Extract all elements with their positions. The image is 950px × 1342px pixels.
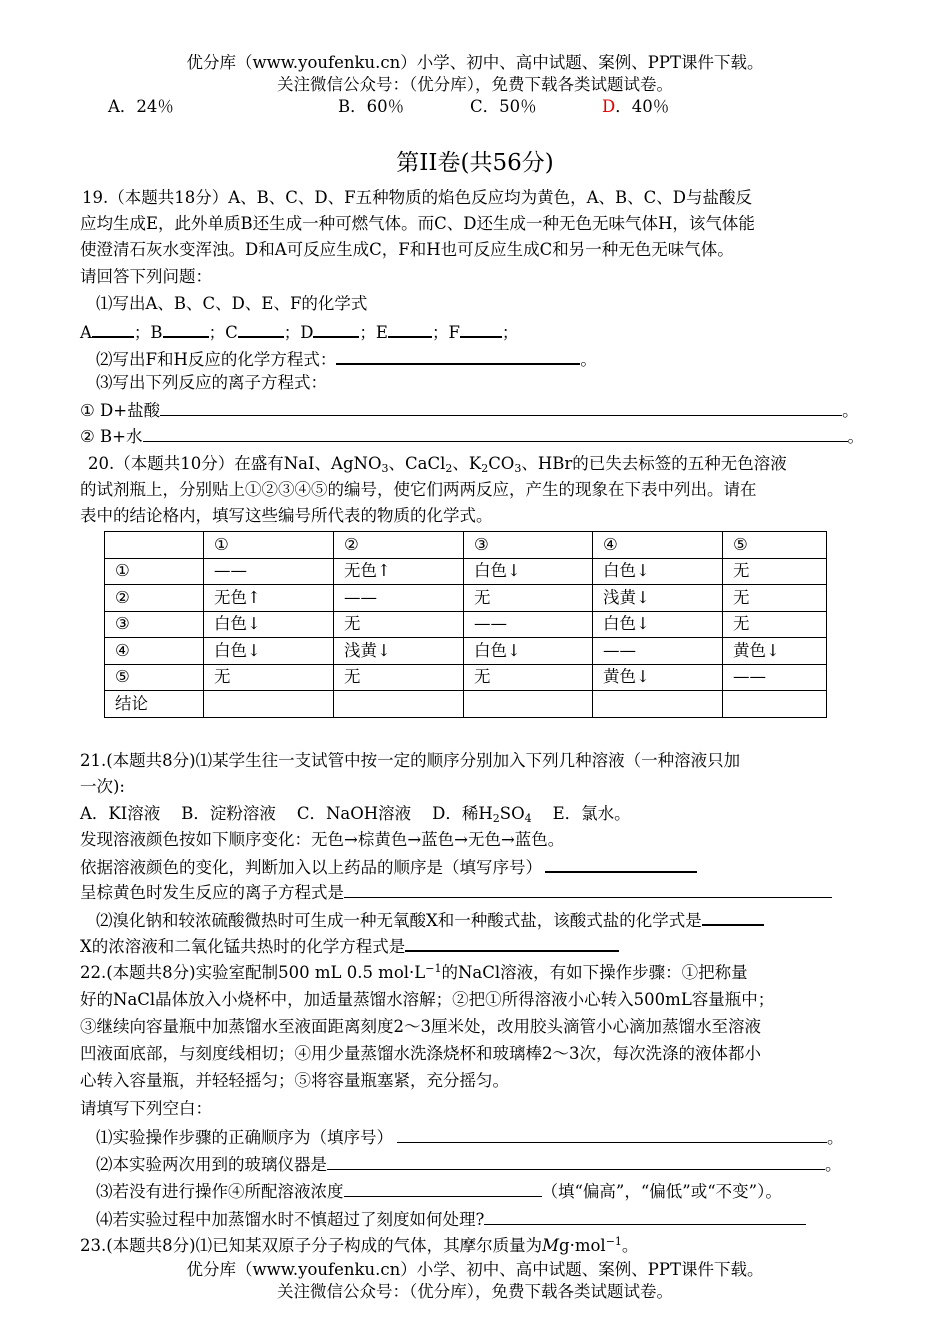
table-header-cell bbox=[105, 532, 204, 559]
table-cell: —— bbox=[593, 638, 723, 665]
blank-label-e: ；E bbox=[359, 323, 388, 342]
q19-part-1: ⑴写出A、B、C、D、E、F的化学式 bbox=[96, 294, 368, 313]
conclusion-answer-cell[interactable] bbox=[593, 691, 723, 718]
table-cell: 无色↑ bbox=[334, 558, 464, 585]
q19-reaction-1 bbox=[80, 399, 859, 422]
answer-blank-overfill[interactable] bbox=[484, 1208, 806, 1225]
table-cell: 白色↓ bbox=[593, 611, 723, 638]
answer-blank-e[interactable] bbox=[388, 320, 432, 338]
table-header-row bbox=[105, 532, 827, 559]
answer-blank-reaction-2[interactable] bbox=[143, 425, 848, 442]
q22-sub-4 bbox=[96, 1208, 806, 1231]
q19-line-1: 19.（本题共18分）A、B、C、D、F五种物质的焰色反应均为黄色，A、B、C、D与盐酸反 bbox=[82, 188, 752, 207]
table-cell: 白色↓ bbox=[593, 558, 723, 585]
q22-line-1 bbox=[80, 962, 748, 984]
footer-line-1: 优分库（www.youfenku.cn）小学、初中、高中试题、案例、PPT课件下载。 bbox=[186, 1260, 764, 1279]
table-header-cell: ③ bbox=[464, 532, 593, 559]
conclusion-answer-cell[interactable] bbox=[723, 691, 827, 718]
q23-l1-b: g·mol bbox=[559, 1236, 606, 1255]
q21-options bbox=[80, 803, 631, 825]
q22-sub-2-end: 。 bbox=[825, 1155, 842, 1174]
q22-sub-3 bbox=[96, 1180, 782, 1203]
q19-part-2-end: 。 bbox=[580, 350, 597, 369]
q18-option-c: C．50％ bbox=[470, 97, 537, 116]
q18-option-d-letter: D bbox=[602, 97, 616, 116]
q19-reaction-2 bbox=[80, 425, 864, 448]
q21-line-5-text: 依据溶液颜色的变化，判断加入以上药品的顺序是（填写序号） bbox=[80, 858, 542, 877]
table-row bbox=[105, 585, 827, 612]
q22-sub-3-text: ⑶若没有进行操作④所配溶液浓度 bbox=[96, 1182, 344, 1201]
table-cell: —— bbox=[204, 558, 334, 585]
answer-blank-d[interactable] bbox=[313, 320, 359, 338]
table-cell: 白色↓ bbox=[204, 611, 334, 638]
table-cell: 无 bbox=[204, 664, 334, 691]
answer-blank-order[interactable] bbox=[545, 855, 697, 873]
q20-line-2: 的试剂瓶上，分别贴上①②③④⑤的编号，使它们两两反应，产生的现象在下表中列出。请在 bbox=[80, 480, 757, 499]
q19-reaction-1-text: ① D+盐酸 bbox=[80, 401, 161, 420]
q21-opts-sub-2: 4 bbox=[524, 812, 532, 825]
q20-l1-sub-4: 3 bbox=[514, 462, 522, 475]
q20-l1-sub-3: 2 bbox=[481, 462, 489, 475]
table-cell: 浅黄↓ bbox=[334, 638, 464, 665]
q22-line-5: 心转入容量瓶，并轻轻摇匀；⑤将容量瓶塞紧，充分摇匀。 bbox=[80, 1071, 509, 1090]
table-row bbox=[105, 638, 827, 665]
q22-l1-b: 的NaCl溶液，有如下操作步骤：①把称量 bbox=[441, 963, 748, 982]
table-header-cell: ② bbox=[334, 532, 464, 559]
table-cell: ① bbox=[105, 558, 204, 585]
q22-line-4: 凹液面底部，与刻度线相切；④用少量蒸馏水洗涤烧杯和玻璃棒2～3次，每次洗涤的液体都小 bbox=[80, 1044, 761, 1063]
q22-sub-4-text: ⑷若实验过程中加蒸馏水时不慎超过了刻度如何处理? bbox=[96, 1210, 485, 1229]
q22-sub-1 bbox=[96, 1126, 844, 1149]
table-row bbox=[105, 664, 827, 691]
answer-blank-c[interactable] bbox=[238, 320, 284, 338]
table-cell: ④ bbox=[105, 638, 204, 665]
q20-l1-e: 、K bbox=[452, 454, 482, 473]
answer-blank-ionic-equation[interactable] bbox=[344, 881, 832, 898]
table-cell: 结论 bbox=[105, 691, 204, 718]
q23-l1-a: 23.(本题共8分)⑴已知某双原子分子构成的气体，其摩尔质量为 bbox=[80, 1236, 543, 1255]
q19-reaction-2-text: ② B+水 bbox=[80, 427, 143, 446]
q20-l1-g: CO bbox=[488, 454, 515, 473]
table-cell: —— bbox=[723, 664, 827, 691]
q19-line-3: 使澄清石灰水变浑浊。D和A可反应生成C，F和H也可反应生成C和另一种无色无味气体。 bbox=[80, 240, 734, 259]
answer-blank-acid-salt[interactable] bbox=[702, 908, 764, 926]
q21-line-4: 发现溶液颜色按如下顺序变化：无色→棕黄色→蓝色→无色→蓝色。 bbox=[80, 830, 565, 849]
q20-l1-sub-2: 2 bbox=[445, 462, 453, 475]
table-cell: 无 bbox=[334, 664, 464, 691]
blank-label-f: ；F bbox=[431, 323, 460, 342]
q21-line-6-text: 呈棕黄色时发生反应的离子方程式是 bbox=[80, 883, 344, 902]
answer-blank-f[interactable] bbox=[460, 320, 502, 338]
answer-blank-concentration[interactable] bbox=[344, 1180, 542, 1197]
table-cell: 白色↓ bbox=[204, 638, 334, 665]
blank-label-d: ；D bbox=[283, 323, 314, 342]
reaction-table bbox=[104, 531, 827, 718]
answer-blank-a[interactable] bbox=[92, 320, 134, 338]
q20-l1-sub-1: 3 bbox=[381, 462, 389, 475]
q19-line-4: 请回答下列问题： bbox=[80, 267, 212, 286]
conclusion-answer-cell[interactable] bbox=[464, 691, 593, 718]
table-cell: 无 bbox=[334, 611, 464, 638]
q21-line-5 bbox=[80, 855, 697, 879]
table-header-cell: ⑤ bbox=[723, 532, 827, 559]
header-line-1: 优分库（www.youfenku.cn）小学、初中、高中试题、案例、PPT课件下载。 bbox=[186, 53, 764, 72]
q22-sub-3-hint: （填“偏高”，“偏低”或“不变”）。 bbox=[541, 1182, 782, 1201]
q21-line-2: 一次): bbox=[80, 777, 125, 796]
footer-line-2: 关注微信公众号：（优分库），免费下载各类试题试卷。 bbox=[277, 1282, 673, 1301]
q18-option-d bbox=[602, 96, 669, 118]
q20-line-1 bbox=[88, 453, 787, 475]
q22-line-2: 好的NaCl晶体放入小烧杯中，加适量蒸馏水溶解；②把①所得溶液小心转入500mL容量瓶中； bbox=[80, 990, 775, 1009]
answer-blank-b[interactable] bbox=[163, 320, 209, 338]
q19-part-2-text: ⑵写出F和H反应的化学方程式： bbox=[96, 350, 337, 369]
q21-line-6 bbox=[80, 881, 832, 904]
q19-part-3: ⑶写出下列反应的离子方程式： bbox=[96, 373, 327, 392]
q21-line-7 bbox=[96, 908, 764, 932]
q20-l1-a: 20.（本题共10分）在盛有NaI、AgNO bbox=[88, 454, 382, 473]
q20-l1-c: 、CaCl bbox=[388, 454, 446, 473]
q20-line-3: 表中的结论格内，填写这些编号所代表的物质的化学式。 bbox=[80, 506, 493, 525]
table-cell: —— bbox=[464, 611, 593, 638]
table-cell: —— bbox=[334, 585, 464, 612]
table-conclusion-row bbox=[105, 691, 827, 718]
q21-line-8-text: X的浓溶液和二氧化锰共热时的化学方程式是 bbox=[80, 937, 406, 956]
table-header-cell: ① bbox=[204, 532, 334, 559]
q19-formula-blanks bbox=[80, 320, 518, 344]
table-header-cell: ④ bbox=[593, 532, 723, 559]
answer-blank-step-order[interactable] bbox=[397, 1126, 827, 1143]
blank-label-b: ；B bbox=[133, 323, 163, 342]
q21-line-1: 21.(本题共8分)⑴某学生往一支试管中按一定的顺序分别加入下列几种溶液（一种溶液只加 bbox=[80, 751, 741, 770]
q21-opts-sub-1: 2 bbox=[492, 812, 500, 825]
table-cell: 无 bbox=[723, 611, 827, 638]
q18-option-d-value: ．40％ bbox=[615, 97, 670, 116]
q23-l1-m: M bbox=[542, 1236, 560, 1255]
blank-label-a: A bbox=[80, 323, 92, 342]
q21-opts-a: A．KI溶液 B．淀粉溶液 C．NaOH溶液 D．稀H bbox=[80, 804, 493, 823]
q19-reaction-1-end: 。 bbox=[842, 401, 859, 420]
q18-option-a: A．24％ bbox=[108, 97, 174, 116]
answer-blank-reaction-1[interactable] bbox=[160, 399, 842, 416]
q22-line-6: 请填写下列空白： bbox=[80, 1099, 212, 1118]
q23-line-1 bbox=[80, 1235, 638, 1257]
conclusion-answer-cell[interactable] bbox=[334, 691, 464, 718]
table-cell: 黄色↓ bbox=[593, 664, 723, 691]
q23-l1-sup: −1 bbox=[605, 1235, 622, 1248]
q22-sub-2-text: ⑵本实验两次用到的玻璃仪器是 bbox=[96, 1155, 327, 1174]
q23-l1-c: 。 bbox=[621, 1236, 639, 1255]
q22-line-3: ③继续向容量瓶中加蒸馏水至液面距离刻度2～3厘米处，改用胶头滴管小心滴加蒸馏水至溶液 bbox=[80, 1017, 761, 1036]
q21-opts-c: E．氯水。 bbox=[531, 804, 631, 823]
q22-sub-2 bbox=[96, 1153, 842, 1176]
blank-label-c: ；C bbox=[208, 323, 238, 342]
table-cell: ③ bbox=[105, 611, 204, 638]
table-cell: 无 bbox=[723, 558, 827, 585]
answer-blank-glassware[interactable] bbox=[327, 1153, 825, 1170]
q21-opts-b: SO bbox=[499, 804, 525, 823]
table-cell: ② bbox=[105, 585, 204, 612]
q19-part-2 bbox=[96, 347, 597, 371]
table-cell: 无 bbox=[464, 585, 593, 612]
conclusion-answer-cell[interactable] bbox=[204, 691, 334, 718]
blank-label-end: ； bbox=[501, 323, 519, 342]
q21-line-7-text: ⑵溴化钠和较浓硫酸微热时可生成一种无氧酸X和一种酸式盐，该酸式盐的化学式是 bbox=[96, 911, 702, 930]
q19-line-2: 应均生成E，此外单质B还生成一种可燃气体。而C、D还生成一种无色无味气体H，该气体能 bbox=[80, 214, 755, 233]
answer-blank-mno2-equation[interactable] bbox=[405, 934, 619, 952]
q22-sub-1-end: 。 bbox=[827, 1128, 844, 1147]
table-cell: 无 bbox=[464, 664, 593, 691]
table-cell: 无色↑ bbox=[204, 585, 334, 612]
header-line-2: 关注微信公众号：（优分库），免费下载各类试题试卷。 bbox=[277, 75, 673, 94]
table-cell: 白色↓ bbox=[464, 558, 593, 585]
answer-blank-f-h-equation[interactable] bbox=[336, 347, 580, 365]
table-cell: 白色↓ bbox=[464, 638, 593, 665]
table-cell: ⑤ bbox=[105, 664, 204, 691]
q22-l1-sup: −1 bbox=[425, 962, 442, 975]
q20-l1-i: 、HBr的已失去标签的五种无色溶液 bbox=[521, 454, 787, 473]
table-row bbox=[105, 611, 827, 638]
table-cell: 无 bbox=[723, 585, 827, 612]
q22-sub-1-text: ⑴实验操作步骤的正确顺序为（填序号） bbox=[96, 1128, 393, 1147]
q18-option-b: B．60％ bbox=[338, 97, 405, 116]
q21-line-8 bbox=[80, 934, 619, 958]
q22-l1-a: 22.(本题共8分)实验室配制500 mL 0.5 mol·L bbox=[80, 963, 426, 982]
table-row bbox=[105, 558, 827, 585]
section-title: 第II卷(共56分) bbox=[396, 150, 554, 176]
table-cell: 浅黄↓ bbox=[593, 585, 723, 612]
q19-reaction-2-end: 。 bbox=[847, 427, 864, 446]
table-cell: 黄色↓ bbox=[723, 638, 827, 665]
